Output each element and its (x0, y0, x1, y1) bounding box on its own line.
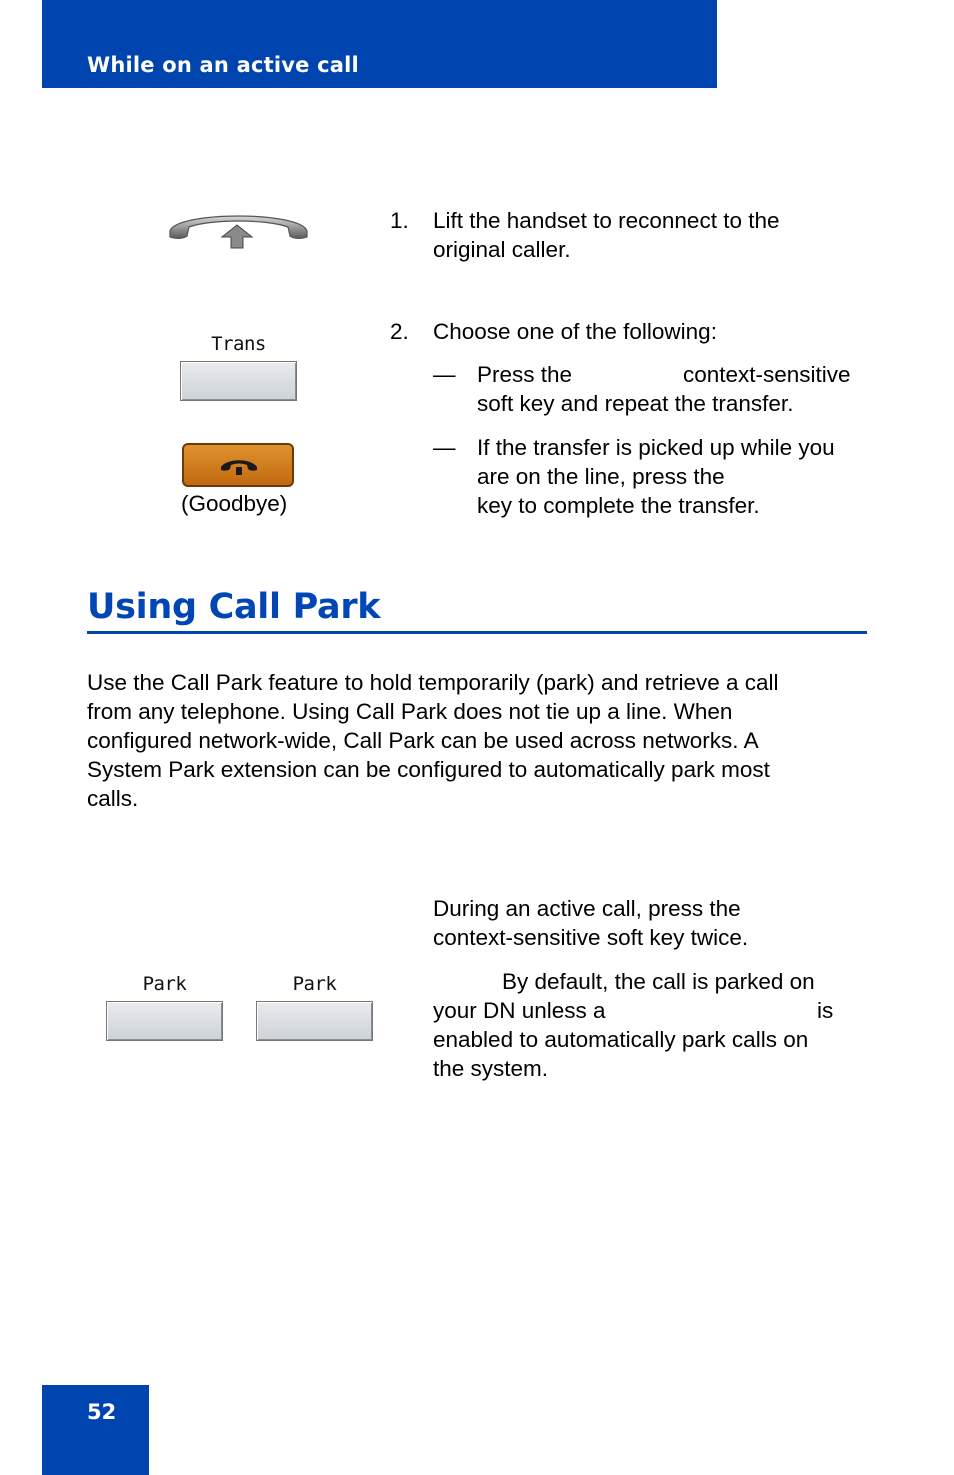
page-number-box (42, 1385, 149, 1475)
note-line-2a: your DN unless a (433, 998, 606, 1023)
option-2-line-2: are on the line, press the (477, 464, 725, 489)
option-2-line-3: key to complete the transfer. (477, 493, 760, 518)
page-number: 52 (87, 1400, 117, 1424)
park-instruction-line-1: During an active call, press the (433, 896, 741, 921)
option-1-dash: — (433, 362, 456, 387)
option-1-line-1b: context-sensitive (683, 362, 851, 387)
goodbye-caption: (Goodbye) (181, 491, 288, 516)
step-1-line-2: original caller. (433, 237, 571, 262)
intro-line-4: System Park extension can be configured to automatically park most (87, 757, 770, 782)
handset-lift-icon (166, 205, 311, 251)
note-line-3: enabled to automatically park calls on (433, 1027, 809, 1052)
park-key-2-label: Park (292, 973, 337, 995)
park-key-1-label: Park (142, 973, 187, 995)
trans-soft-key[interactable] (180, 361, 297, 401)
section-divider (87, 631, 867, 634)
intro-line-1: Use the Call Park feature to hold temporarily (park) and retrieve a call (87, 670, 779, 695)
goodbye-key[interactable] (182, 443, 294, 487)
note-line-2b: is (817, 998, 834, 1023)
step-1-number: 1. (390, 208, 409, 233)
option-1-line-1a: Press the (477, 362, 573, 387)
intro-line-2: from any telephone. Using Call Park does not tie up a line. When (87, 699, 733, 724)
step-2-number: 2. (390, 319, 409, 344)
header-bar (42, 0, 717, 88)
park-instruction-line-2: context-sensitive soft key twice. (433, 925, 749, 950)
step-2-intro: Choose one of the following: (433, 319, 717, 344)
park-soft-key-1[interactable] (106, 1001, 223, 1041)
trans-key-label: Trans (211, 333, 266, 355)
handset-hangup-icon (219, 457, 259, 477)
note-line-4: the system. (433, 1056, 549, 1081)
park-soft-key-2[interactable] (256, 1001, 373, 1041)
option-1-line-2: soft key and repeat the transfer. (477, 391, 794, 416)
option-2-dash: — (433, 435, 456, 460)
option-2-line-1: If the transfer is picked up while you (477, 435, 835, 460)
section-title: Using Call Park (87, 587, 381, 627)
intro-line-3: configured network-wide, Call Park can be used across networks. A (87, 728, 759, 753)
step-1-line-1: Lift the handset to reconnect to the (433, 208, 780, 233)
header-title: While on an active call (87, 53, 359, 77)
intro-line-5: calls. (87, 786, 139, 811)
note-line-1: By default, the call is parked on (502, 969, 815, 994)
